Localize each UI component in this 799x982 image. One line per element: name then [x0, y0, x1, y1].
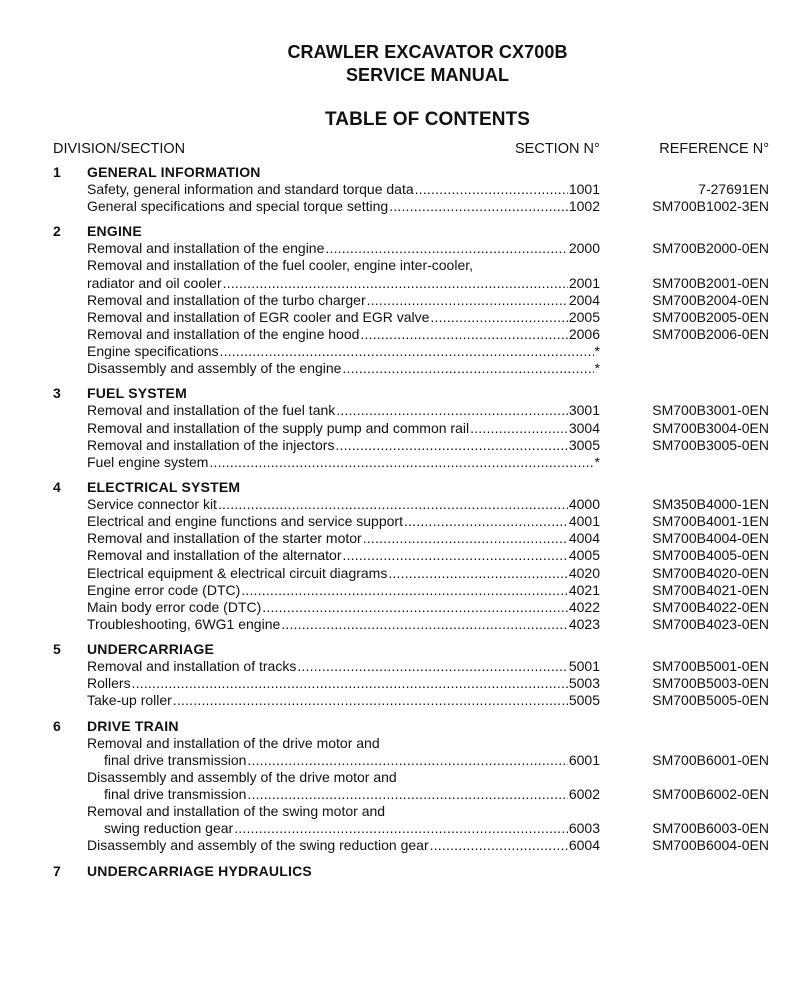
toc-entry-reference: 7-27691EN — [698, 181, 769, 197]
toc-entry[interactable] — [0, 582, 799, 599]
toc-entry[interactable] — [0, 240, 799, 257]
toc-entry[interactable] — [0, 360, 799, 377]
toc-entry-leader — [87, 198, 600, 215]
toc-entry-title: Removal and installation of the swing motor and — [87, 803, 386, 820]
toc-entry-title: Rollers — [87, 675, 131, 692]
toc-entry-section: 4021 — [568, 581, 600, 598]
dot-leader — [430, 837, 568, 854]
toc-entry[interactable] — [0, 675, 799, 692]
toc-entry-section: 1001 — [568, 181, 600, 197]
toc-entry[interactable] — [0, 437, 799, 454]
toc-entry-leader — [87, 402, 600, 419]
toc-entry[interactable] — [0, 513, 799, 530]
toc-entry-leader — [87, 309, 600, 326]
toc-entry-section: 5001 — [568, 658, 600, 675]
toc-entry-leader — [87, 565, 600, 582]
toc-entry[interactable] — [0, 752, 799, 769]
division-number: 7 — [53, 862, 61, 879]
toc-entry[interactable] — [0, 275, 799, 292]
toc-entry-title: Take-up roller — [87, 692, 172, 709]
toc-entry-title: Removal and installation of EGR cooler and EGR valve — [87, 308, 430, 325]
dot-leader — [173, 692, 568, 709]
dot-leader — [336, 402, 568, 419]
toc-entry[interactable] — [0, 530, 799, 547]
toc-entry-section: 4000 — [568, 495, 600, 512]
toc-entry-title: Removal and installation of the fuel tank — [87, 402, 336, 419]
toc-entry-section: 5003 — [568, 675, 600, 692]
division-title: GENERAL INFORMATION — [87, 164, 261, 180]
toc-entry[interactable] — [0, 420, 799, 437]
toc-entry[interactable] — [0, 786, 799, 803]
toc-entry[interactable] — [0, 198, 799, 215]
division-heading — [0, 479, 799, 496]
toc-entry-section: 2000 — [568, 240, 600, 257]
division-number: 6 — [53, 717, 61, 734]
division-title: DRIVE TRAIN — [87, 717, 179, 734]
toc-entry-title: Engine error code (DTC) — [87, 581, 241, 598]
toc-entry-leader — [87, 658, 600, 675]
toc-division — [0, 223, 799, 377]
dot-leader — [470, 420, 568, 437]
toc-entry[interactable] — [0, 565, 799, 582]
toc-entry-reference: SM700B6001-0EN — [652, 751, 769, 768]
dot-leader — [209, 454, 593, 471]
toc-entry-leader — [104, 752, 600, 769]
toc-entry-title: final drive transmission — [104, 751, 247, 768]
toc-entry[interactable] — [0, 257, 799, 274]
division-heading — [0, 164, 799, 181]
toc-entry[interactable] — [0, 599, 799, 616]
toc-entry[interactable] — [0, 181, 799, 198]
division-heading — [0, 223, 799, 240]
toc-entry-title: Removal and installation of the supply pump and common rail — [87, 419, 470, 436]
toc-entry-reference: SM700B2000-0EN — [652, 240, 769, 257]
toc-entry-title: Disassembly and assembly of the drive motor and — [87, 768, 397, 785]
toc-entry-section: 2004 — [568, 291, 600, 308]
division-heading — [0, 385, 799, 402]
toc-entry-reference: SM700B2001-0EN — [652, 274, 769, 291]
toc-entry[interactable] — [0, 547, 799, 564]
toc-entry-reference: SM700B3001-0EN — [652, 402, 769, 419]
toc-entry-title: Electrical equipment & electrical circuit diagrams — [87, 564, 388, 581]
toc-entry-reference: SM700B2004-0EN — [652, 291, 769, 308]
toc-entry-reference: SM700B4004-0EN — [652, 530, 769, 547]
toc-entry-section: 6001 — [568, 751, 600, 768]
toc-entry-leader — [87, 616, 600, 633]
division-number: 4 — [53, 478, 61, 495]
toc-entry-section: 5005 — [568, 692, 600, 709]
division-title: UNDERCARRIAGE — [87, 641, 215, 658]
toc-entry-leader — [87, 837, 600, 854]
toc-entry-section: 4001 — [568, 513, 600, 530]
toc-title: TABLE OF CONTENTS — [324, 109, 531, 130]
dot-leader — [247, 786, 567, 803]
division-heading — [0, 863, 799, 880]
toc-entry-section: * — [594, 453, 600, 470]
toc-entry-leader — [87, 420, 600, 437]
toc-entry-reference: SM700B3005-0EN — [652, 436, 769, 453]
toc-entry-reference: SM700B6003-0EN — [652, 820, 769, 837]
toc-entry-leader — [87, 326, 600, 343]
dot-leader — [218, 496, 568, 513]
toc-entry-reference: SM700B4020-0EN — [652, 564, 769, 581]
toc-entry-title: Electrical and engine functions and service support — [87, 513, 403, 530]
division-title: UNDERCARRIAGE HYDRAULICS — [87, 862, 312, 879]
toc-entry-title: Disassembly and assembly of the engine — [87, 360, 342, 377]
dot-leader — [342, 360, 593, 377]
dot-leader — [415, 181, 568, 198]
toc-entry-section: 4005 — [568, 547, 600, 564]
toc-list — [0, 164, 799, 888]
toc-entry-reference: SM700B3004-0EN — [652, 419, 769, 436]
toc-entry-title: Removal and installation of the alternator — [87, 547, 342, 564]
division-number: 3 — [53, 385, 61, 402]
division-title: ENGINE — [87, 223, 142, 240]
toc-entry-title: Removal and installation of the injectors — [87, 436, 335, 453]
toc-entry-leader — [87, 735, 600, 752]
dot-leader — [388, 565, 568, 582]
dot-leader — [360, 326, 567, 343]
toc-entry-reference: SM700B2006-0EN — [652, 325, 769, 342]
toc-entry-title: Fuel engine system — [87, 453, 209, 470]
toc-entry-reference: SM350B4000-1EN — [652, 495, 769, 512]
toc-entry-section: 3005 — [568, 436, 600, 453]
dot-leader — [234, 820, 568, 837]
column-header-reference: REFERENCE N° — [659, 141, 769, 157]
toc-entry-leader — [87, 769, 600, 786]
toc-entry[interactable] — [0, 496, 799, 513]
dot-leader — [132, 675, 568, 692]
division-heading — [0, 718, 799, 735]
toc-entry-section: 2001 — [568, 274, 600, 291]
division-title: ELECTRICAL SYSTEM — [87, 478, 241, 495]
toc-entry-reference: SM700B5003-0EN — [652, 675, 769, 692]
dot-leader — [404, 513, 568, 530]
toc-entry[interactable] — [0, 454, 799, 471]
dot-leader — [430, 309, 567, 326]
dot-leader — [342, 547, 567, 564]
toc-entry-reference: SM700B4021-0EN — [652, 581, 769, 598]
toc-entry-reference: SM700B4022-0EN — [652, 598, 769, 615]
toc-entry-reference: SM700B4001-1EN — [652, 513, 769, 530]
toc-entry-section: 3001 — [568, 402, 600, 419]
toc-entry-title: Removal and installation of the engine hood — [87, 325, 360, 342]
toc-entry[interactable] — [0, 692, 799, 709]
toc-entry-reference: SM700B4023-0EN — [652, 615, 769, 632]
toc-entry[interactable] — [0, 616, 799, 633]
toc-entry[interactable] — [0, 769, 799, 786]
dot-leader — [297, 658, 568, 675]
toc-entry-leader — [87, 257, 600, 274]
toc-entry-leader — [87, 803, 600, 820]
toc-entry-section: 2005 — [568, 308, 600, 325]
column-header-division: DIVISION/SECTION — [53, 141, 186, 157]
toc-entry-reference: SM700B1002-3EN — [652, 198, 769, 215]
toc-entry-leader — [87, 513, 600, 530]
toc-entry-leader — [87, 454, 600, 471]
toc-entry-leader — [87, 530, 600, 547]
toc-entry[interactable] — [0, 309, 799, 326]
toc-entry[interactable] — [0, 820, 799, 837]
toc-entry-section: 4022 — [568, 598, 600, 615]
dot-leader — [220, 343, 594, 360]
toc-entry-title: final drive transmission — [104, 785, 247, 802]
toc-entry-title: General specifications and special torque setting — [87, 198, 389, 215]
toc-entry-section: 1002 — [568, 198, 600, 215]
toc-entry-title: Disassembly and assembly of the swing reduction gear — [87, 837, 429, 854]
dot-leader — [363, 530, 568, 547]
toc-entry-leader — [87, 275, 600, 292]
toc-entry-title: swing reduction gear — [104, 820, 234, 837]
toc-entry-reference: SM700B6002-0EN — [652, 785, 769, 802]
dot-leader — [325, 240, 567, 257]
column-header-section: SECTION N° — [515, 141, 600, 157]
toc-entry-section: 4004 — [568, 530, 600, 547]
toc-entry[interactable] — [0, 837, 799, 854]
toc-entry-leader — [104, 786, 600, 803]
toc-entry-section: 6004 — [568, 837, 600, 854]
toc-entry-title: Removal and installation of the starter motor — [87, 530, 362, 547]
toc-entry-title: Troubleshooting, 6WG1 engine — [87, 615, 281, 632]
toc-entry-title: Main body error code (DTC) — [87, 598, 262, 615]
dot-leader — [241, 582, 568, 599]
toc-entry[interactable] — [0, 343, 799, 360]
toc-entry[interactable] — [0, 326, 799, 343]
toc-division — [0, 863, 799, 880]
toc-entry-leader — [87, 582, 600, 599]
toc-entry-leader — [87, 360, 600, 377]
dot-leader — [247, 752, 567, 769]
dot-leader — [367, 292, 568, 309]
manual-subtitle: SERVICE MANUAL — [345, 65, 510, 85]
toc-division — [0, 164, 799, 215]
toc-entry-title: Engine specifications — [87, 343, 219, 360]
dot-leader — [281, 616, 568, 633]
toc-entry-title: Removal and installation of the engine — [87, 240, 325, 257]
toc-entry-leader — [87, 496, 600, 513]
toc-entry-title: Service connector kit — [87, 495, 217, 512]
toc-entry-leader — [104, 820, 600, 837]
toc-division — [0, 641, 799, 709]
toc-entry[interactable] — [0, 402, 799, 419]
toc-division — [0, 385, 799, 471]
dot-leader — [389, 198, 568, 215]
toc-entry-section: 4023 — [568, 615, 600, 632]
toc-entry-section: 2006 — [568, 325, 600, 342]
toc-entry-reference: SM700B5005-0EN — [652, 692, 769, 709]
toc-entry[interactable] — [0, 658, 799, 675]
division-number: 5 — [53, 641, 61, 658]
toc-entry-leader — [87, 240, 600, 257]
toc-entry-title: radiator and oil cooler — [87, 274, 222, 291]
toc-entry[interactable] — [0, 803, 799, 820]
toc-entry-section: 3004 — [568, 419, 600, 436]
toc-entry-leader — [87, 181, 600, 198]
division-number: 2 — [53, 223, 61, 240]
toc-entry-leader — [87, 292, 600, 309]
toc-entry-title: Safety, general information and standard torque data — [87, 181, 414, 197]
toc-entry-title: Removal and installation of the drive motor and — [87, 734, 380, 751]
toc-entry-title: Removal and installation of the fuel cooler, engine inter-cooler, — [87, 257, 474, 274]
division-number: 1 — [53, 164, 61, 180]
toc-entry-leader — [87, 599, 600, 616]
toc-division — [0, 479, 799, 633]
division-title: FUEL SYSTEM — [87, 385, 187, 402]
division-heading — [0, 641, 799, 658]
toc-entry-reference: SM700B4005-0EN — [652, 547, 769, 564]
toc-division — [0, 718, 799, 855]
toc-entry-section: * — [594, 343, 600, 360]
toc-entry-section: * — [594, 360, 600, 377]
toc-entry-leader — [87, 437, 600, 454]
manual-title: CRAWLER EXCAVATOR CX700B — [287, 42, 568, 62]
toc-entry-leader — [87, 343, 600, 360]
toc-entry-leader — [87, 675, 600, 692]
toc-entry[interactable] — [0, 735, 799, 752]
toc-entry-section: 6002 — [568, 785, 600, 802]
dot-leader — [223, 275, 568, 292]
toc-entry-leader — [87, 547, 600, 564]
toc-entry-leader — [87, 692, 600, 709]
dot-leader — [262, 599, 568, 616]
toc-entry-section: 6003 — [568, 820, 600, 837]
toc-entry-title: Removal and installation of the turbo charger — [87, 291, 366, 308]
dot-leader — [335, 437, 567, 454]
toc-entry-reference: SM700B2005-0EN — [652, 308, 769, 325]
toc-entry[interactable] — [0, 292, 799, 309]
toc-entry-reference: SM700B6004-0EN — [652, 837, 769, 854]
toc-entry-reference: SM700B5001-0EN — [652, 658, 769, 675]
toc-entry-title: Removal and installation of tracks — [87, 658, 297, 675]
toc-entry-section: 4020 — [568, 564, 600, 581]
